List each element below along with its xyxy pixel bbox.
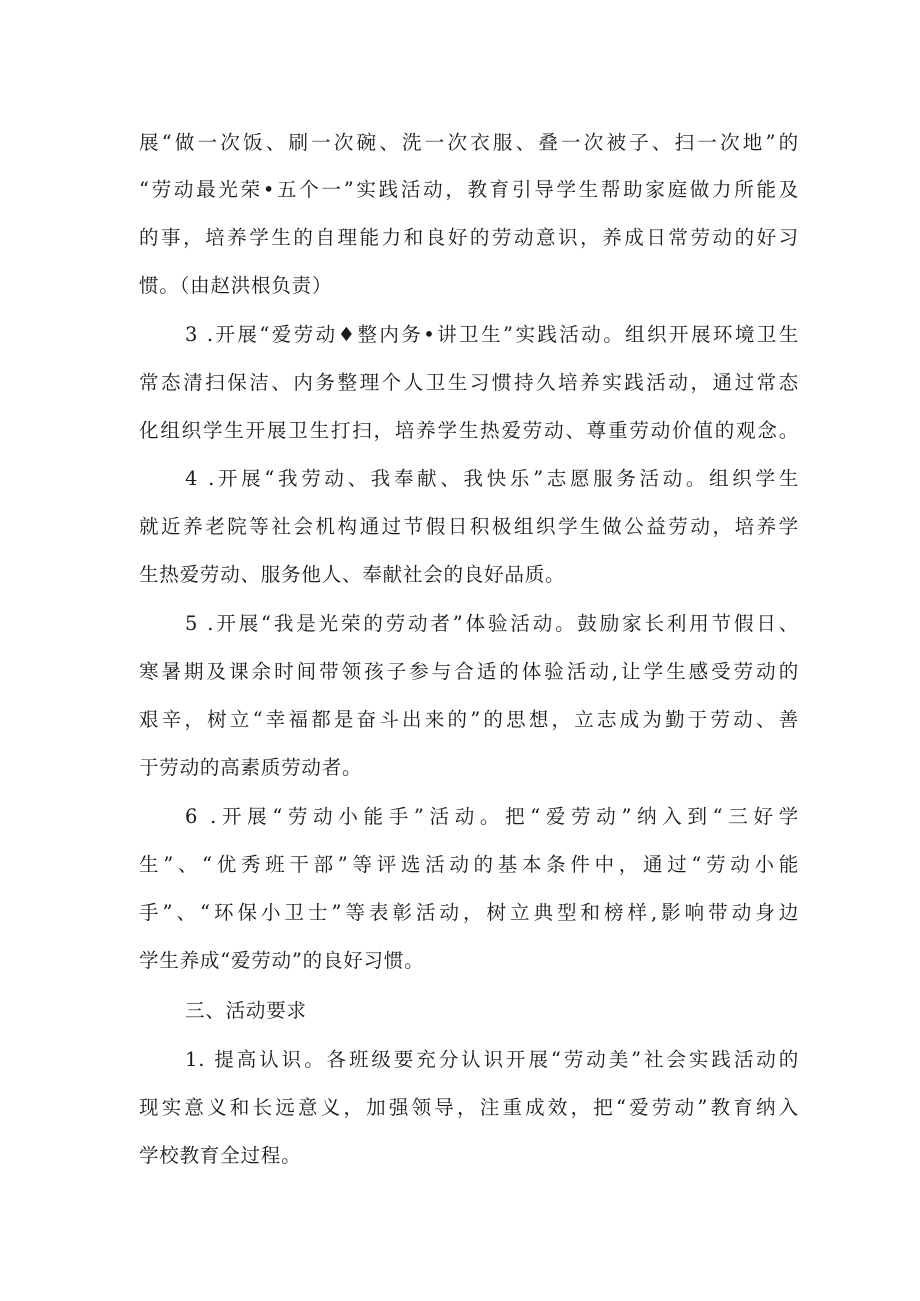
text-line: 寒暑期及课余时间带领孩子参与合适的体验活动,让学生感受劳动的	[139, 660, 799, 683]
text-line: 学生养成“爱劳动”的良好习惯。	[139, 949, 425, 972]
text-line: 生热爱劳动、服务他人、奉献社会的良好品质。	[139, 563, 566, 586]
text-line: 艰辛，树立“幸福都是奋斗出来的”的思想，立志成为勤于劳动、善	[139, 708, 799, 731]
text-line: 1. 提高认识。各班级要充分认识开展“劳动美”社会实践活动的	[185, 1048, 799, 1071]
text-line: 惯。（由赵洪根负责）	[139, 274, 333, 297]
text-line: 4 .开展“我劳动、我奉献、我快乐”志愿服务活动。组织学生	[185, 467, 799, 490]
text-line: 展“做一次饭、刷一次碗、洗一次衣服、叠一次被子、扫一次地”的	[139, 131, 799, 154]
text-line: 3 .开展“爱劳动♦整内务•讲卫生”实践活动。组织开展环境卫生	[185, 323, 799, 346]
text-line: 6 .开展“劳动小能手”活动。把“爱劳动”纳入到“三好学	[185, 805, 799, 828]
text-line: “劳动最光荣•五个一”实践活动，教育引导学生帮助家庭做力所能及	[139, 178, 799, 201]
text-line: 生”、“优秀班干部”等评选活动的基本条件中，通过“劳动小能	[139, 853, 799, 876]
text-line: 于劳动的高素质劳动者。	[139, 756, 363, 779]
text-line: 常态清扫保洁、内务整理个人卫生习惯持久培养实践活动，通过常态	[139, 371, 799, 394]
text-line: 的事，培养学生的自理能力和良好的劳动意识，养成日常劳动的好习	[139, 226, 799, 249]
text-line: 手”、“环保小卫士”等表彰活动，树立典型和榜样,影响带动身边	[139, 901, 799, 924]
section-heading: 三、活动要求	[185, 999, 307, 1022]
text-line: 就近养老院等社会机构通过节假日积极组织学生做公益劳动，培养学	[139, 515, 799, 538]
text-line: 学校教育全过程。	[139, 1144, 302, 1167]
text-line: 现实意义和长远意义，加强领导，注重成效，把“爱劳动”教育纳入	[139, 1096, 799, 1119]
text-line: 5 .开展“我是光荣的劳动者”体验活动。鼓励家长利用节假日、	[185, 612, 799, 635]
text-line: 化组织学生开展卫生打扫，培养学生热爱劳动、尊重劳动价值的观念。	[139, 419, 799, 442]
